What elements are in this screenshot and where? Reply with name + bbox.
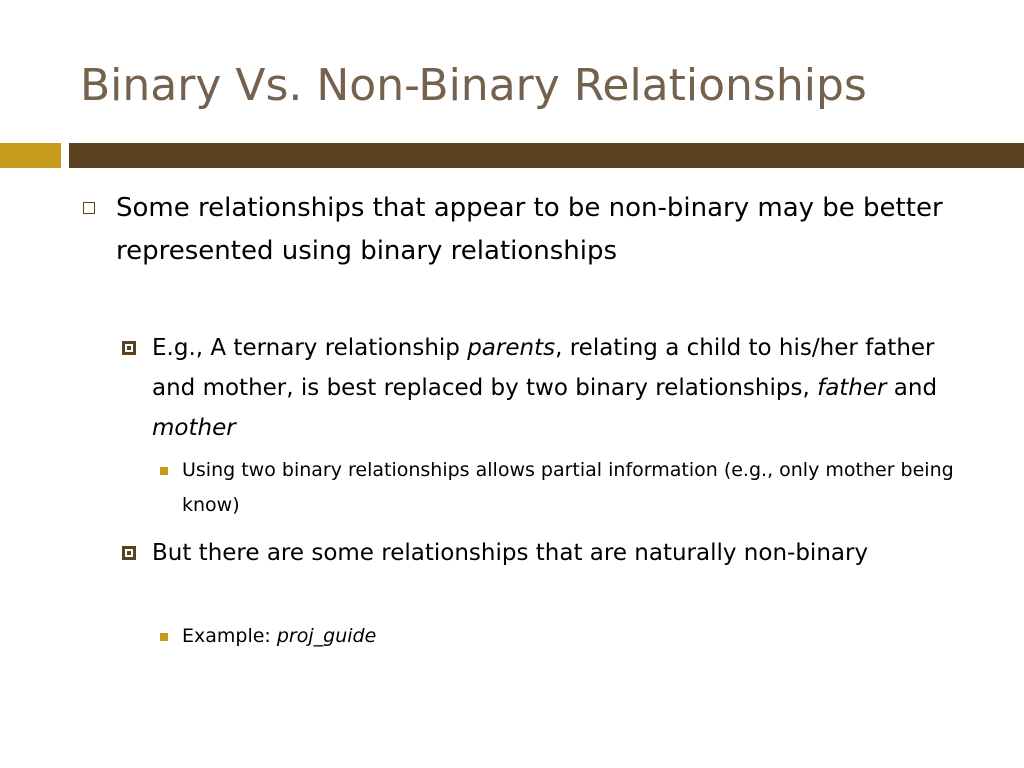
bullet-italic-term: parents [467, 335, 556, 361]
filled-square-bullet-icon [160, 633, 168, 641]
bullet-text-part: , relating a child to his/her father and mother, is best replaced by two binary relationships, [152, 335, 935, 401]
bullet-italic-term: father [817, 375, 887, 401]
boxed-square-bullet-icon [122, 341, 136, 355]
slide-title: Binary Vs. Non-Binary Relationships [80, 60, 867, 111]
bullet-level2-item [152, 533, 972, 573]
bullet-text-part: Example: [182, 625, 277, 647]
bullet-text: Using two binary relationships allows partial information (e.g., only mother being know) [182, 459, 954, 516]
bullet-text: Some relationships that appear to be non-binary may be better represented using binary relationships [116, 193, 943, 266]
bullet-level2-item [152, 328, 972, 448]
filled-square-bullet-icon [160, 467, 168, 475]
bullet-text-part: E.g., A ternary relationship [152, 335, 468, 361]
hollow-square-bullet-icon [83, 202, 95, 214]
bullet-text: But there are some relationships that are naturally non-binary [152, 540, 869, 566]
boxed-square-bullet-icon [122, 546, 136, 560]
bullet-italic-term: proj_guide [276, 625, 377, 647]
bullet-level1-item [116, 187, 956, 273]
bullet-italic-term: mother [152, 415, 236, 441]
title-rule-gold-segment [0, 143, 61, 168]
title-rule-brown-segment [69, 143, 1024, 168]
bullet-level3-item [182, 453, 972, 523]
bullet-text-part: and [886, 375, 938, 401]
bullet-level3-item [182, 619, 972, 654]
